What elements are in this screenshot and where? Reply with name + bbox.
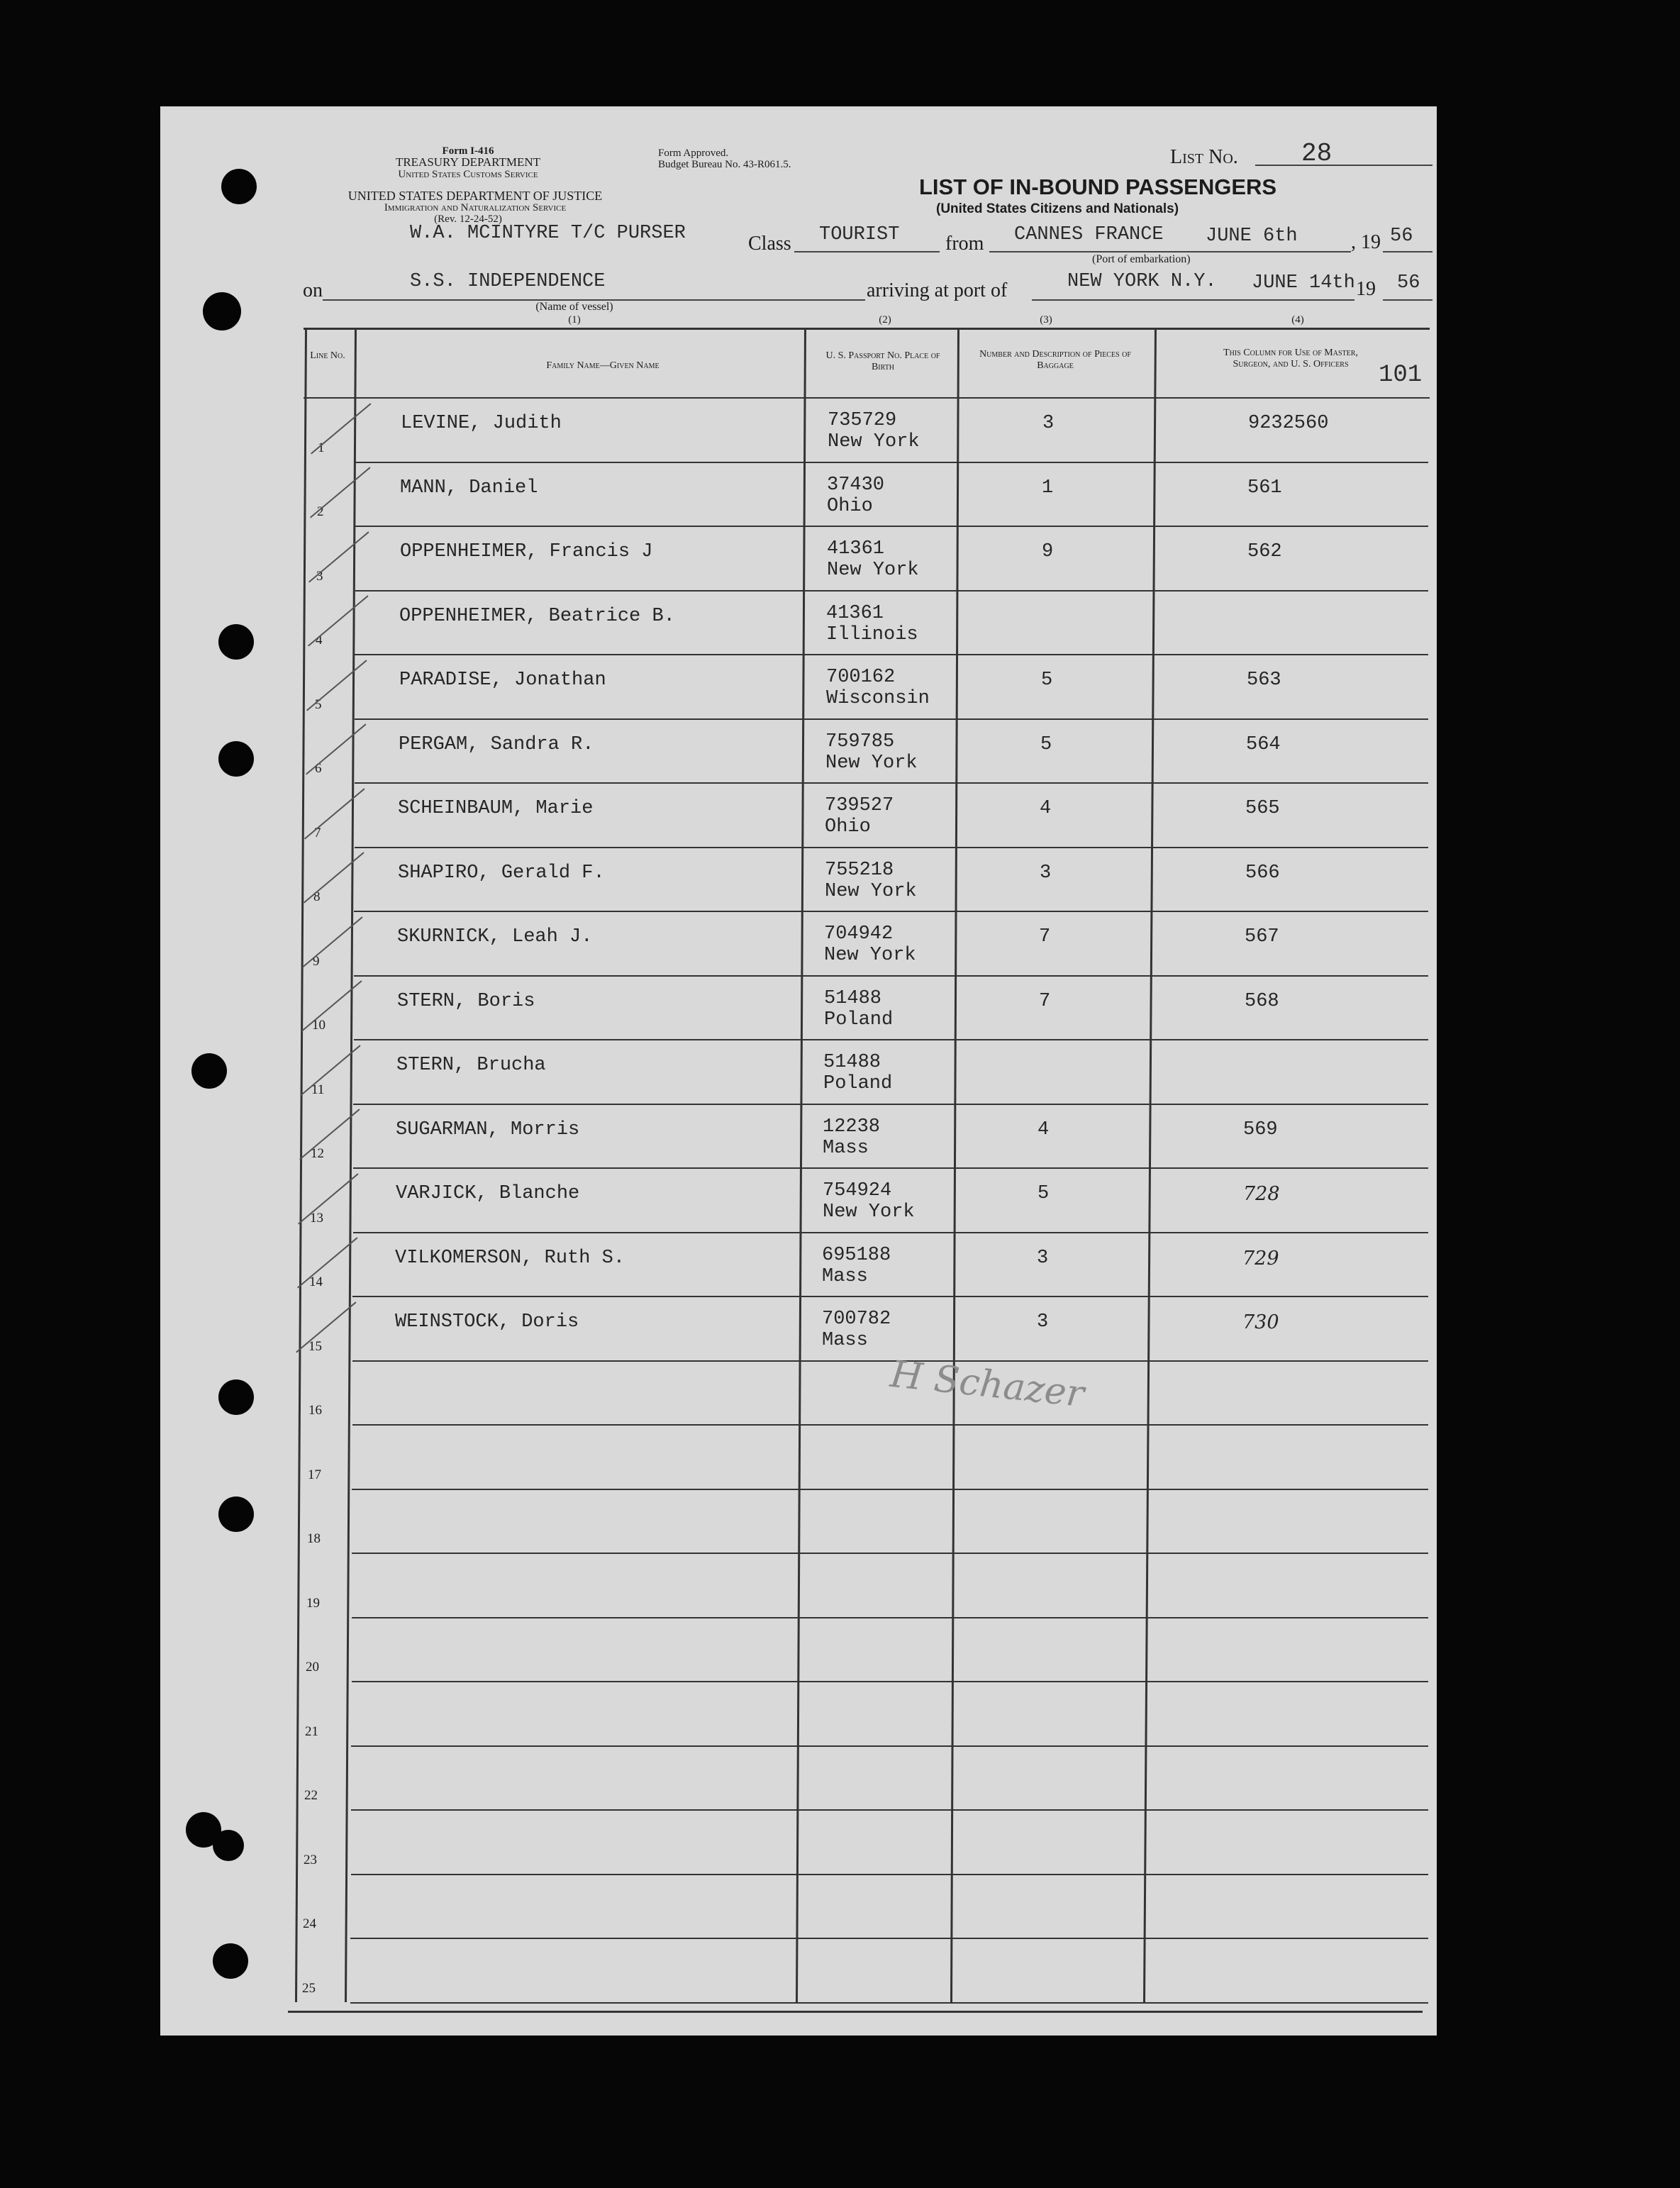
baggage-count: 7: [1039, 926, 1051, 948]
class-underline: [794, 251, 940, 252]
place-of-birth: New York: [827, 560, 919, 581]
list-number-underline: [1255, 165, 1433, 166]
passport-number: 695188: [822, 1245, 891, 1266]
officer-note: 565: [1245, 798, 1280, 819]
line-number: 3: [316, 569, 323, 584]
header-line-no: Line No.: [310, 350, 345, 361]
from-label: from: [945, 233, 984, 255]
officer-note: 566: [1245, 862, 1280, 884]
passenger-name: STERN, Brucha: [396, 1055, 546, 1076]
form-page: [160, 106, 1437, 2036]
binder-hole: [218, 1496, 254, 1532]
passport-number: 755218: [825, 860, 894, 881]
passenger-name: VARJICK, Blanche: [396, 1183, 580, 1204]
passenger-name: SHAPIRO, Gerald F.: [398, 862, 605, 884]
place-of-birth: Ohio: [825, 816, 871, 838]
place-of-birth: New York: [825, 881, 917, 902]
form-number: Form I-416: [442, 145, 494, 157]
passport-number: 759785: [825, 731, 895, 753]
arrival-year-suffix: 56: [1397, 272, 1420, 294]
place-of-birth: Wisconsin: [826, 688, 930, 709]
line-number: 8: [313, 889, 321, 904]
baggage-count: 9: [1042, 541, 1054, 562]
binder-hole: [203, 292, 241, 331]
baggage-count: 1: [1042, 477, 1054, 499]
line-number: 9: [313, 954, 320, 969]
line-number: 4: [316, 633, 323, 648]
treasury-department: TREASURY DEPARTMENT: [395, 155, 541, 169]
passenger-name: LEVINE, Judith: [401, 413, 562, 434]
binder-hole: [221, 169, 257, 204]
arriving-label: arriving at port of: [867, 279, 1008, 301]
line-number: 7: [314, 826, 321, 840]
passport-number: 739527: [825, 795, 894, 816]
passenger-name: SCHEINBAUM, Marie: [398, 798, 594, 819]
passport-number: 51488: [823, 1052, 881, 1073]
passport-number: 12238: [823, 1116, 881, 1138]
line-number: 12: [311, 1146, 324, 1161]
passenger-name: MANN, Daniel: [400, 477, 538, 499]
arrival-year-underline: [1383, 299, 1433, 301]
line-number: 21: [305, 1724, 318, 1739]
line-number: 18: [307, 1531, 321, 1546]
place-of-birth: New York: [823, 1201, 915, 1223]
binder-hole: [218, 1379, 254, 1415]
passport-number: 700162: [826, 667, 896, 688]
binder-hole: [218, 624, 254, 660]
passenger-name: SKURNICK, Leah J.: [397, 926, 593, 948]
vessel-name: S.S. INDEPENDENCE: [410, 271, 606, 292]
passport-number: 41361: [827, 538, 885, 560]
line-number: 16: [308, 1403, 322, 1418]
officer-note: 563: [1247, 670, 1281, 691]
vessel-note: (Name of vessel): [535, 301, 613, 313]
handwritten-signature: H Schazer: [888, 1353, 1086, 1416]
line-number: 10: [312, 1018, 326, 1033]
line-number: 6: [315, 761, 322, 776]
justice-department: UNITED STATES DEPARTMENT OF JUSTICE: [347, 189, 603, 203]
passenger-name: VILKOMERSON, Ruth S.: [395, 1248, 625, 1269]
officer-note: 728: [1243, 1183, 1280, 1205]
line-number: 25: [302, 1981, 316, 1996]
form-subtitle: (United States Citizens and Nationals): [936, 201, 1179, 216]
purser-name: W.A. MCINTYRE T/C PURSER: [410, 223, 686, 244]
officer-note: 564: [1246, 734, 1281, 755]
column-number-4: (4): [1291, 314, 1304, 326]
officers-column-mark: 101: [1379, 362, 1423, 389]
place-of-birth: New York: [825, 753, 918, 774]
place-of-birth: Mass: [823, 1138, 869, 1159]
baggage-count: 3: [1037, 1311, 1049, 1333]
passenger-name: PERGAM, Sandra R.: [399, 734, 594, 755]
place-of-birth: Poland: [824, 1009, 894, 1031]
line-number: 23: [304, 1853, 317, 1867]
binder-hole: [191, 1053, 227, 1089]
header-baggage: Number and Description of Pieces of Baggage: [979, 349, 1131, 371]
immigration-service: Immigration and Naturalization Service: [384, 202, 567, 213]
baggage-count: 7: [1039, 991, 1051, 1012]
passenger-name: PARADISE, Jonathan: [399, 670, 606, 691]
line-number: 11: [311, 1082, 325, 1097]
revision-date: (Rev. 12-24-52): [434, 213, 502, 225]
baggage-count: 3: [1042, 413, 1055, 434]
arrival-year-prefix: 19: [1356, 278, 1376, 300]
embarkation-port: CANNES FRANCE: [1014, 224, 1164, 245]
embarkation-note: (Port of embarkation): [1092, 253, 1191, 265]
line-number: 17: [308, 1467, 321, 1482]
officer-note: 568: [1245, 991, 1279, 1012]
place-of-birth: Mass: [822, 1266, 868, 1287]
binder-hole: [213, 1830, 244, 1861]
officer-note: 561: [1247, 477, 1282, 499]
form-approved: Form Approved.: [658, 148, 729, 159]
arrival-underline: [1032, 299, 1354, 301]
year-prefix: , 19: [1351, 231, 1381, 253]
line-number: 24: [303, 1916, 316, 1931]
class-label: Class: [748, 233, 791, 255]
budget-bureau: Budget Bureau No. 43-R061.5.: [658, 159, 791, 170]
line-number: 1: [318, 440, 325, 455]
place-of-birth: New York: [828, 431, 920, 452]
line-number: 15: [308, 1339, 322, 1354]
baggage-count: 5: [1038, 1183, 1050, 1204]
officer-note: 9232560: [1248, 413, 1329, 434]
baggage-count: 5: [1040, 734, 1052, 755]
line-number: 22: [304, 1788, 318, 1803]
embarkation-date: JUNE 6th: [1206, 226, 1298, 247]
place-of-birth: Poland: [823, 1073, 893, 1094]
passport-number: 51488: [824, 988, 882, 1009]
place-of-birth: New York: [824, 945, 916, 966]
passenger-name: OPPENHEIMER, Francis J: [400, 541, 653, 562]
officer-note: 730: [1242, 1311, 1279, 1333]
line-number: 5: [315, 697, 322, 712]
baggage-count: 4: [1040, 798, 1052, 819]
on-label: on: [303, 279, 323, 301]
header-officers: This Column for Use of Master, Surgeon, and U. S. Officers: [1223, 348, 1358, 370]
list-number-label: List No.: [1170, 146, 1238, 168]
from-underline: [989, 251, 1351, 252]
line-number: 2: [317, 504, 324, 519]
passenger-name: OPPENHEIMER, Beatrice B.: [399, 606, 675, 627]
passenger-name: STERN, Boris: [397, 991, 535, 1012]
class-value: TOURIST: [819, 224, 900, 245]
baggage-count: 5: [1041, 670, 1053, 691]
officer-note: 729: [1242, 1248, 1279, 1270]
place-of-birth: Ohio: [827, 496, 873, 517]
officer-note: 567: [1245, 926, 1279, 948]
passport-number: 754924: [823, 1180, 892, 1201]
passport-number: 704942: [824, 923, 894, 945]
passport-number: 700782: [822, 1309, 891, 1330]
line-number: 20: [306, 1660, 319, 1675]
line-number: 19: [306, 1596, 320, 1611]
year-underline: [1383, 251, 1433, 252]
list-number: 28: [1301, 139, 1333, 168]
binder-hole: [218, 741, 254, 777]
place-of-birth: Illinois: [826, 624, 918, 645]
column-number-1: (1): [568, 314, 581, 326]
officer-note: 562: [1247, 541, 1282, 562]
arrival-port: NEW YORK N.Y.: [1067, 271, 1217, 292]
baggage-count: 4: [1038, 1119, 1050, 1140]
form-title: LIST OF IN-BOUND PASSENGERS: [919, 174, 1277, 199]
passenger-name: WEINSTOCK, Doris: [395, 1311, 579, 1333]
arrival-date: JUNE 14th: [1252, 272, 1355, 294]
year-suffix: 56: [1390, 226, 1413, 247]
officer-note: 569: [1243, 1119, 1278, 1140]
passport-number: 41361: [826, 603, 884, 624]
binder-hole: [213, 1943, 248, 1979]
passport-number: 735729: [828, 410, 897, 431]
baggage-count: 3: [1040, 862, 1052, 884]
baggage-count: 3: [1037, 1248, 1049, 1269]
place-of-birth: Mass: [822, 1330, 868, 1351]
header-name: Family Name—Given Name: [546, 360, 660, 371]
passport-number: 37430: [827, 474, 885, 496]
passenger-name: SUGARMAN, Morris: [396, 1119, 580, 1140]
line-number: 13: [310, 1211, 323, 1226]
header-passport: U. S. Passport No. Place of Birth: [825, 350, 940, 372]
column-number-2: (2): [879, 314, 891, 326]
line-number: 14: [309, 1275, 323, 1289]
column-number-3: (3): [1040, 314, 1052, 326]
customs-service: United States Customs Service: [398, 169, 538, 180]
